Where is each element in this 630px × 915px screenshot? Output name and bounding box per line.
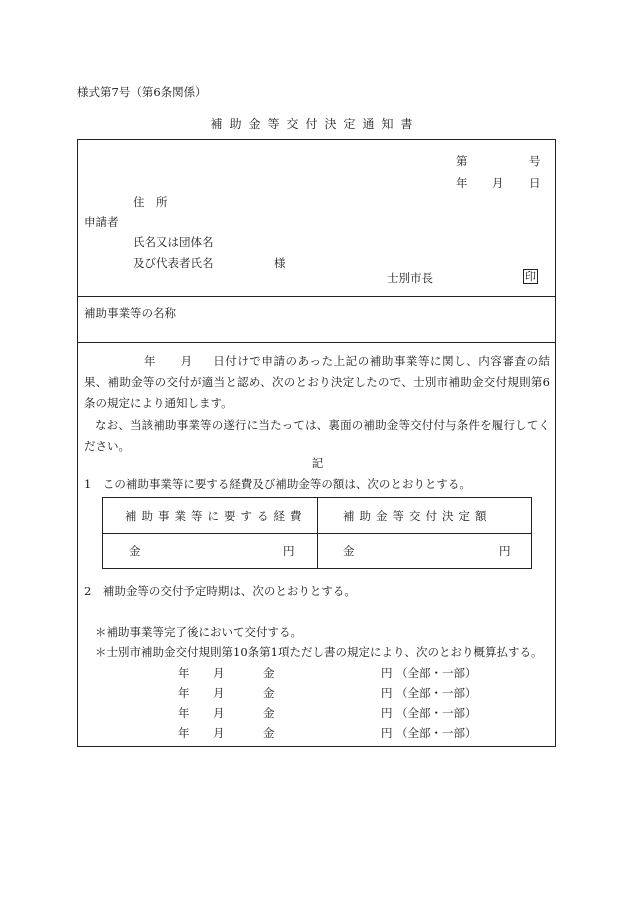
schedule-scope: （全部・一部）: [396, 666, 477, 680]
date-day: 日: [529, 176, 541, 190]
project-name-label: 補助事業等の名称: [84, 306, 176, 320]
notice-frame: [77, 139, 556, 747]
divider: [78, 342, 555, 343]
body-paragraph-2: なお、当該補助事業等の遂行に当たっては、裏面の補助金等交付付与条件を履行してください。: [84, 418, 550, 453]
schedule-yen: 円: [381, 666, 393, 680]
schedule-kin: 金: [263, 686, 275, 700]
table-grant-kin: 金: [343, 544, 355, 558]
document-title: 補助金等交付決定通知書: [210, 117, 420, 131]
schedule-scope: （全部・一部）: [396, 726, 477, 740]
option-advance-payment: ＊士別市補助金交付規則第10条第1項ただし書の規定により、次のとおり概算払する。: [95, 645, 543, 659]
date-month: 月: [492, 176, 504, 190]
honorific: 様: [274, 256, 286, 270]
schedule-month: 月: [213, 686, 225, 700]
number-suffix: 号: [529, 154, 541, 168]
table-header-grant: 補助金等交付決定額: [343, 509, 492, 523]
schedule-year: 年: [178, 686, 190, 700]
schedule-scope: （全部・一部）: [396, 706, 477, 720]
schedule-month: 月: [213, 706, 225, 720]
table-cost-kin: 金: [129, 544, 141, 558]
body-paragraph-1: [84, 351, 550, 414]
option-after-completion: ＊補助事業等完了後において交付する。: [95, 625, 302, 639]
date-year: 年: [456, 176, 468, 190]
schedule-kin: 金: [263, 726, 275, 740]
schedule-kin: 金: [263, 706, 275, 720]
schedule-yen: 円: [381, 726, 393, 740]
schedule-yen: 円: [381, 686, 393, 700]
name-label: 氏名又は団体名: [133, 235, 214, 249]
schedule-kin: 金: [263, 666, 275, 680]
schedule-year: 年: [178, 706, 190, 720]
divider: [78, 296, 555, 297]
seal-mark: 印: [525, 270, 536, 283]
schedule-month: 月: [213, 726, 225, 740]
schedule-yen: 円: [381, 706, 393, 720]
body-date-year: 年: [144, 354, 157, 368]
table-cost-yen: 円: [283, 544, 295, 558]
representative-label: 及び代表者氏名: [133, 256, 214, 270]
body-paragraph-1-text: 日付けで申請のあった上記の補助事業等に関し、内容審査の結果、補助金等の交付が適当と認め、次のとおり決定したので、士別市補助金交付規則第6条の規定により通知します。: [84, 354, 551, 410]
address-label: 住 所: [133, 195, 168, 209]
number-prefix: 第: [456, 154, 468, 168]
schedule-month: 月: [213, 666, 225, 680]
schedule-year: 年: [178, 666, 190, 680]
ki-heading: 記: [311, 456, 324, 470]
mayor-label: 士別市長: [387, 271, 433, 285]
schedule-scope: （全部・一部）: [396, 686, 477, 700]
applicant-label: 申請者: [84, 215, 119, 229]
item-2: 2 補助金等の交付予定時期は、次のとおりとする。: [84, 584, 356, 598]
schedule-year: 年: [178, 726, 190, 740]
table-grant-yen: 円: [499, 544, 511, 558]
body-date-month: 月: [180, 354, 193, 368]
amount-table: [102, 497, 532, 569]
table-header-cost: 補助事業等に要する経費: [125, 509, 307, 523]
item-1: 1 この補助事業等に要する経費及び補助金等の額は、次のとおりとする。: [84, 477, 471, 491]
form-number: 様式第7号（第6条関係）: [77, 85, 207, 99]
